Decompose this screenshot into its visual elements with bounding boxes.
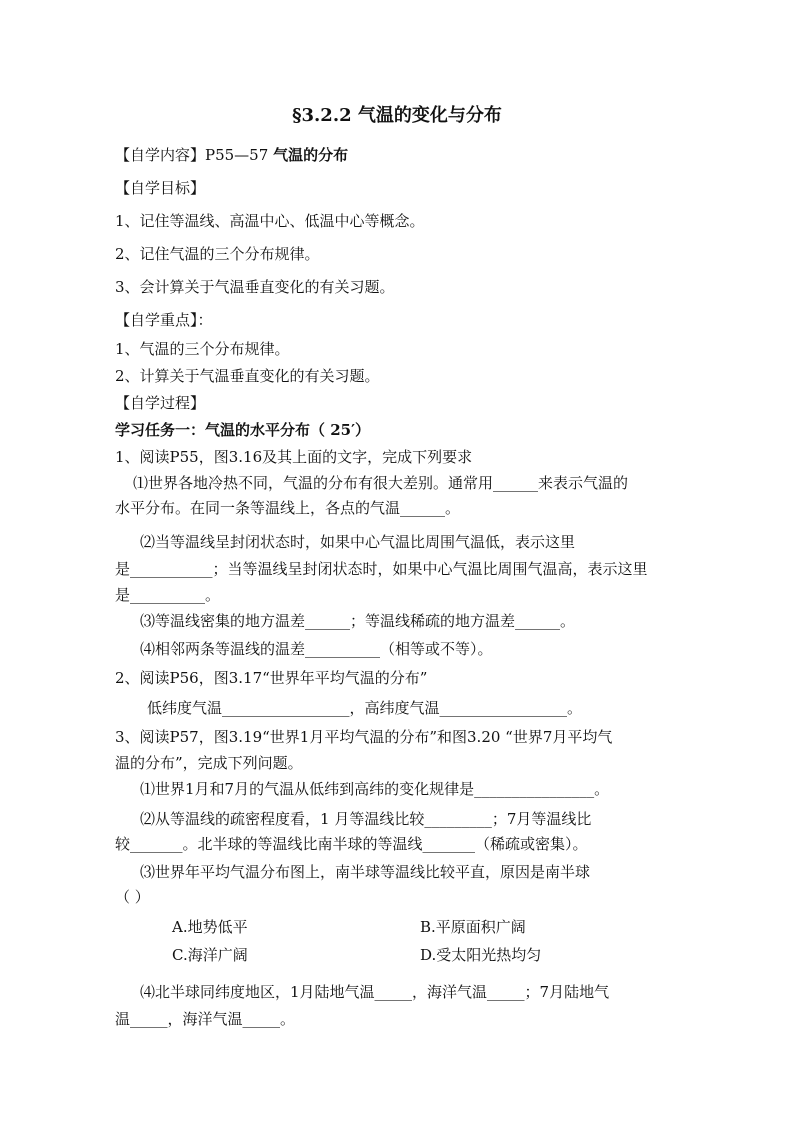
option-c: C.海洋广阔 (172, 946, 248, 964)
goal-item: 2、记住气温的三个分布规律。 (115, 245, 320, 263)
keypoints-heading: 【自学重点】： (115, 311, 213, 329)
task1-heading: 学习任务一：气温的水平分布（ 25′） (115, 421, 371, 439)
q1-part1-cont: 水平分布。在同一条等温线上，各点的气温______。 (115, 499, 461, 517)
q1-part4: ⑷相邻两条等温线的温差__________（相等或不等）。 (140, 640, 493, 658)
study-content-topic: 气温的分布 (273, 146, 349, 164)
q3-part4-cont: 温_____，海洋气温_____。 (115, 1010, 296, 1028)
q3-stem: 3、阅读P57，图3.19“世界1月平均气温的分布”和图3.20 “世界7月平均气 (115, 728, 613, 746)
q1-part2-cont: 是___________；当等温线呈封闭状态时，如果中心气温比周围气温高，表示这里 (115, 560, 648, 578)
keypoint-item: 2、计算关于气温垂直变化的有关习题。 (115, 367, 380, 385)
q3-part4: ⑷北半球同纬度地区，1月陆地气温_____，海洋气温_____；7月陆地气 (140, 983, 610, 1001)
q1-part2-cont: 是__________。 (115, 586, 221, 604)
q3-part3: ⑶世界年平均气温分布图上，南半球等温线比较平直，原因是南半球 (140, 863, 591, 881)
option-a: A.地势低平 (172, 918, 248, 936)
goals-heading: 【自学目标】 (115, 179, 206, 197)
q3-part2-cont: 较_______。北半球的等温线比南半球的等温线_______（稀疏或密集）。 (115, 835, 588, 853)
q3-part1: ⑴世界1月和7月的气温从低纬到高纬的变化规律是________________。 (140, 780, 610, 798)
study-content-line (115, 145, 348, 165)
goal-item: 1、记住等温线、高温中心、低温中心等概念。 (115, 212, 425, 230)
q1-part1: ⑴世界各地冷热不同，气温的分布有很大差别。通常用______来表示气温的 (133, 474, 629, 492)
goal-item: 3、会计算关于气温垂直变化的有关习题。 (115, 278, 395, 296)
q2-line: 低纬度气温_________________，高纬度气温_________________。 (147, 699, 583, 717)
q3-stem-cont: 温的分布”，完成下列问题。 (115, 754, 303, 772)
keypoint-item: 1、气温的三个分布规律。 (115, 340, 290, 358)
option-d: D.受太阳光热均匀 (420, 946, 542, 964)
q1-part3: ⑶等温线密集的地方温差______；等温线稀疏的地方温差______。 (140, 612, 576, 630)
option-b: B.平原面积广阔 (420, 918, 526, 936)
q1-part2: ⑵当等温线呈封闭状态时，如果中心气温比周围气温低，表示这里 (140, 533, 576, 551)
q2-stem: 2、阅读P56，图3.17“世界年平均气温的分布” (115, 669, 428, 687)
page-title: §3.2.2 气温的变化与分布 (292, 105, 502, 126)
q3-part2: ⑵从等温线的疏密程度看，1 月等温线比较_________；7月等温线比 (140, 810, 592, 828)
study-content-label: 【自学内容】P55—57 (115, 146, 269, 164)
q1-stem: 1、阅读P55，图3.16及其上面的文字，完成下列要求 (115, 448, 473, 466)
process-heading: 【自学过程】 (115, 394, 206, 412)
q3-part3-cont: （ ） (115, 888, 150, 906)
